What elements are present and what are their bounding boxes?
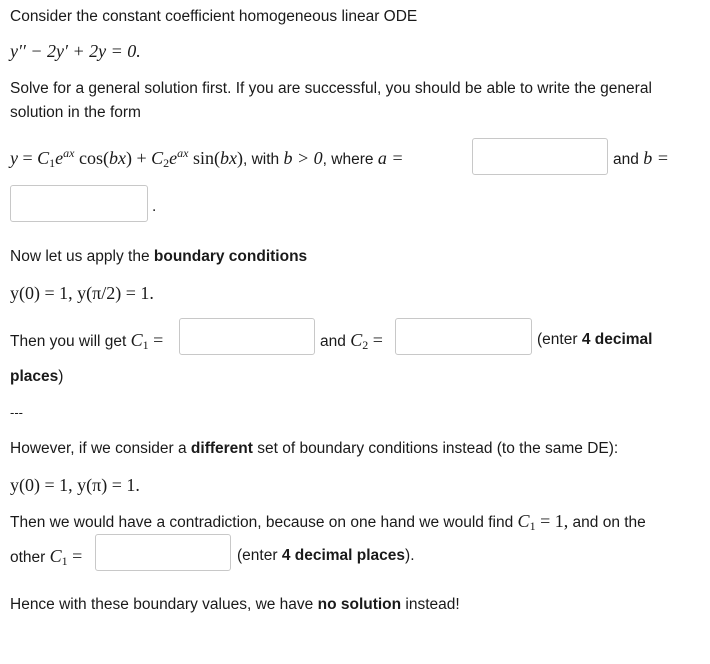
conclusion: Hence with these boundary values, we have no solution instead! bbox=[10, 596, 460, 613]
b-condition: b > 0 bbox=[283, 148, 323, 168]
c1-other-answer-input[interactable] bbox=[95, 534, 231, 571]
places-note: places) bbox=[10, 368, 64, 385]
where-text: , where bbox=[322, 151, 374, 168]
bc1-equation: y(0) = 1, y(π/2) = 1. bbox=[10, 283, 154, 303]
c2-label: and $C_2$ = bbox=[320, 330, 383, 352]
general-form-line bbox=[10, 147, 403, 171]
c1-answer-input[interactable] bbox=[179, 318, 315, 355]
intro-sentence: Consider the constant coefficient homogeneous linear ODE bbox=[10, 8, 418, 25]
b-answer-input[interactable] bbox=[10, 185, 148, 222]
contradiction-line2: other $C_1$ = bbox=[10, 546, 83, 568]
enter-decimal-note-2: (enter 4 decimal places). bbox=[237, 547, 415, 564]
separator: --- bbox=[10, 405, 23, 420]
and-b-label: and b = bbox=[613, 148, 669, 168]
bc2-intro: However, if we consider a different set of boundary conditions instead (to the same DE): bbox=[10, 440, 619, 457]
with-text: , with bbox=[243, 151, 280, 168]
a-label: a = bbox=[377, 148, 404, 168]
solve-text-line2: solution in the form bbox=[10, 104, 141, 121]
a-answer-input[interactable] bbox=[472, 138, 608, 175]
contradiction-line1: Then we would have a contradiction, because on one hand we would find $C_1 = 1$, and on the bbox=[10, 511, 646, 533]
c-line-lead: Then you will get $C_1$ = bbox=[10, 330, 164, 352]
bc1-intro: Now let us apply the boundary conditions bbox=[10, 248, 308, 265]
bc2-equation: y(0) = 1, y(π) = 1. bbox=[10, 475, 140, 495]
period-text: . bbox=[152, 198, 157, 215]
general-solution-formula: $y = C_1e^{ax}$ $\cos(bx) + C_2e^{ax}$ sin(bx) bbox=[10, 146, 243, 170]
enter-decimal-note: (enter 4 decimal bbox=[537, 331, 653, 348]
ode-equation: y′′ − 2y′ + 2y = 0. bbox=[10, 41, 141, 61]
solve-text-line1: Solve for a general solution first. If you are successful, you should be able to write the general bbox=[10, 80, 652, 97]
c2-answer-input[interactable] bbox=[395, 318, 532, 355]
